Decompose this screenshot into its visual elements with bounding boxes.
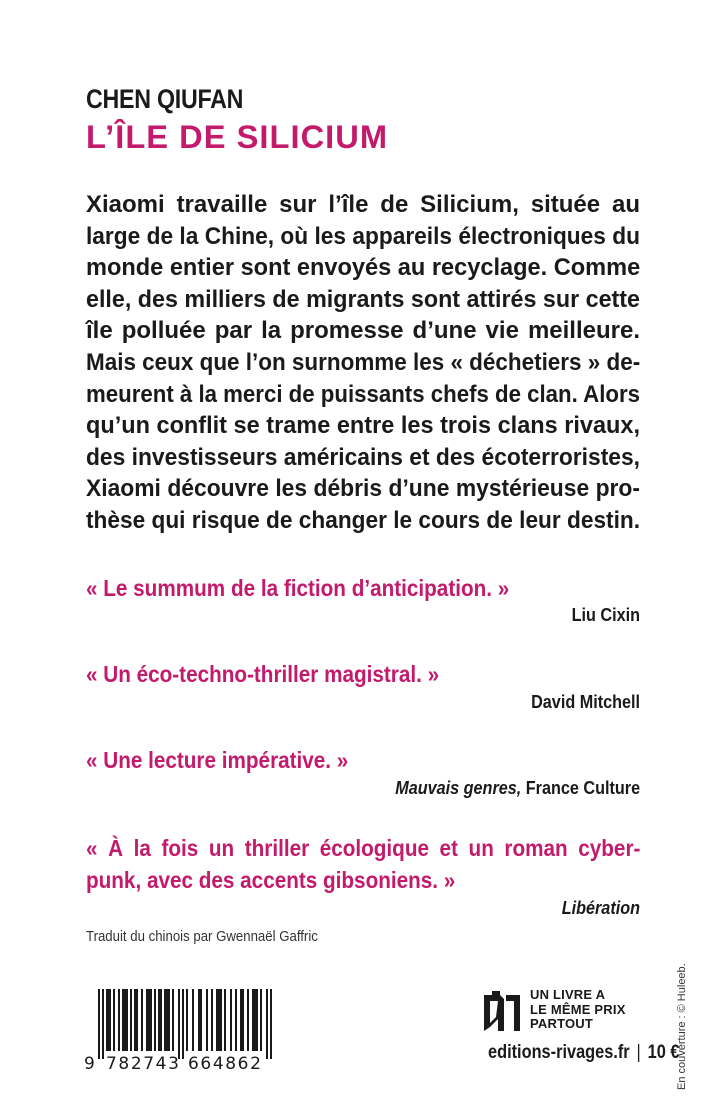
review-source-text: France Culture [521, 778, 640, 798]
prix-unique-line: LE MÊME PRIX [530, 1001, 626, 1017]
blurb-line: large de la Chine, où les appareils électroniques du [86, 222, 640, 250]
blurb-line: île polluée par la promesse d’une vie meilleure. [86, 317, 640, 345]
publisher-website-link[interactable]: editions-rivages.fr [488, 1042, 630, 1063]
cover-image-credit: En couverture : © Huleeb. [676, 963, 688, 1090]
translator-credit: Traduit du chinois par Gwennaël Gaffric [86, 928, 318, 945]
blurb-line: thèse qui risque de changer le cours de leur destin. [86, 506, 640, 534]
book-price: 10 € [647, 1042, 680, 1063]
prix-unique-label [530, 988, 626, 1032]
review-source [562, 898, 640, 919]
blurb-line: Xiaomi travaille sur l’île de Silicium, située au [86, 191, 640, 218]
blurb-line: Xiaomi découvre les débris d’une mystérieuse pro- [86, 475, 640, 503]
blurb-line: meurent à la merci de puissants chefs de clan. Alors [86, 380, 640, 408]
review-quote: « Un éco-techno-thriller magistral. » [86, 661, 440, 687]
author-name: CHEN QIUFAN [86, 84, 244, 114]
prix-unique-line: UN LIVRE A [530, 987, 606, 1002]
barcode-digits-left: 9 [84, 1054, 95, 1073]
blurb-line: Mais ceux que l’on surnomme les « déchetiers » de- [86, 348, 641, 376]
blurb-line: elle, des milliers de migrants sont attirés sur cette [86, 285, 640, 313]
review-quote: « Le summum de la fiction d’anticipation. » [86, 575, 510, 601]
review-source-text: David Mitchell [531, 692, 640, 712]
review-quote-line: punk, avec des accents gibsoniens. » [86, 867, 456, 893]
blurb [86, 189, 640, 537]
blurb-line: monde entier sont envoyés au recyclage. Comme [86, 254, 641, 282]
barcode-digits-right: 664862 [188, 1054, 263, 1073]
review-source-italic: Mauvais genres, [395, 778, 522, 798]
review-quote [86, 832, 640, 896]
footer-separator: | [636, 1042, 641, 1063]
review-source [395, 778, 640, 799]
review-source [531, 692, 640, 713]
isbn-barcode [84, 985, 280, 1073]
review-quote: « Une lecture impérative. » [86, 747, 349, 773]
book-title: L’ÎLE DE SILICIUM [86, 119, 389, 155]
review-quote-line: « À la fois un thriller écologique et un roman cyber- [86, 835, 641, 861]
review-source [572, 605, 640, 626]
blurb-line: qu’un conflit se trame entre les trois clans rivaux, [86, 412, 640, 440]
barcode-icon [84, 985, 280, 1073]
book-price-logo-icon [482, 989, 522, 1033]
blurb-line: des investisseurs américains et des écoterroristes, [86, 443, 640, 471]
barcode-digits-mid: 782743 [106, 1054, 181, 1073]
prix-unique-line: PARTOUT [530, 1016, 594, 1031]
review-source-italic: Libération [561, 898, 640, 918]
publisher-footer [488, 1042, 679, 1064]
review-source-text: Liu Cixin [571, 605, 640, 625]
